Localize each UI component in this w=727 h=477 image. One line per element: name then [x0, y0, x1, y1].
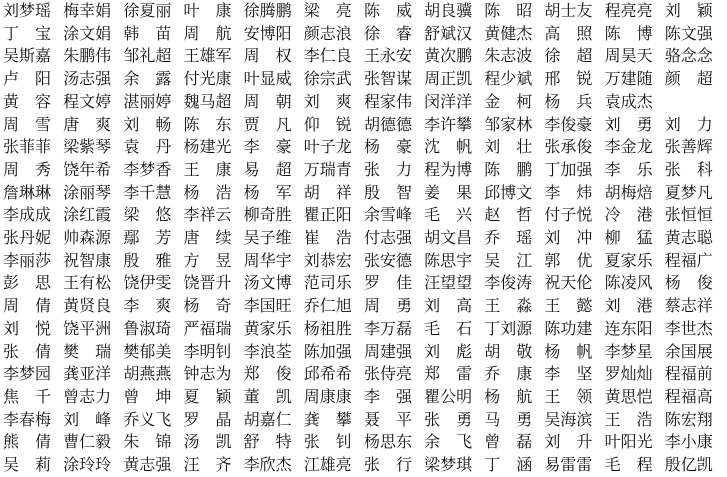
name-cell: 龚 攀: [303, 409, 352, 429]
name-cell: 余 飞: [424, 432, 473, 452]
name-cell: 袁成杰: [604, 91, 653, 111]
name-cell: 李浪荃: [243, 341, 292, 361]
name-cell: 李 爽: [123, 296, 172, 316]
name-cell: 杨 航: [484, 386, 533, 406]
name-cell: 梁 悠: [123, 205, 172, 225]
name-cell: 马 勇: [484, 409, 533, 429]
name-cell: 程文婷: [63, 91, 112, 111]
name-cell: 刘梦瑶: [3, 1, 52, 20]
name-cell: 蔡志祥: [664, 296, 713, 316]
name-cell: 汤 凯: [183, 432, 232, 452]
name-cell: 李 豪: [243, 137, 292, 157]
name-cell: 湛丽婷: [123, 91, 172, 111]
name-cell: 徐 睿: [363, 23, 412, 43]
name-grid: [2, 0, 724, 477]
name-cell: 高 照: [544, 23, 593, 43]
name-cell: 张智谋: [363, 69, 412, 89]
name-cell: 徐 超: [544, 46, 593, 66]
name-cell: 李小康: [664, 432, 713, 452]
name-cell: 叶显威: [243, 69, 292, 89]
name-cell: 饶年希: [63, 159, 112, 179]
name-cell: 余国展: [664, 341, 713, 361]
name-cell: 刘 港: [604, 296, 653, 316]
name-cell: 付志强: [363, 228, 412, 248]
name-cell: 郭 优: [544, 250, 593, 270]
name-cell: 黄志强: [123, 455, 172, 475]
name-cell: 鲁淑琦: [123, 318, 172, 338]
name-cell: 刘恭宏: [303, 250, 352, 270]
name-cell: 曾志力: [63, 386, 112, 406]
name-cell: 涂文娟: [63, 23, 112, 43]
name-cell: 余雪峰: [363, 205, 412, 225]
name-cell: 李梦香: [123, 159, 172, 179]
name-cell: 刘 冲: [544, 228, 593, 248]
name-cell: 范司乐: [303, 273, 352, 293]
name-cell: 杨 豪: [363, 137, 412, 157]
name-cell: 柳奇胜: [243, 205, 292, 225]
name-cell: 李梦园: [3, 364, 52, 384]
name-cell: 吴子维: [243, 228, 292, 248]
name-cell: 易 超: [243, 159, 292, 179]
name-cell: 严福瑞: [183, 318, 232, 338]
name-cell: 涂红霞: [63, 205, 112, 225]
name-cell: 黄次鹏: [424, 46, 473, 66]
name-cell: 陈加强: [303, 341, 352, 361]
name-cell: 张安德: [363, 250, 412, 270]
name-cell: 李仁良: [303, 46, 352, 66]
name-cell: 李成成: [3, 205, 52, 225]
name-cell: 冷 港: [604, 205, 653, 225]
name-cell: 付子悦: [544, 205, 593, 225]
name-cell: 程福前: [664, 364, 713, 384]
name-cell: 程少斌: [484, 69, 533, 89]
name-cell: 王有松: [63, 273, 112, 293]
name-cell: 张 力: [363, 159, 412, 179]
name-cell: 周康康: [303, 386, 352, 406]
name-cell: 刘 壮: [484, 137, 533, 157]
name-cell: 周 雪: [3, 114, 52, 134]
name-cell: 陈宏翔: [664, 409, 713, 429]
name-cell: 李俊豪: [544, 114, 593, 134]
name-cell: 罗灿灿: [604, 364, 653, 384]
name-cell: 吴斯嘉: [3, 46, 52, 66]
name-cell: 张 科: [664, 159, 713, 179]
name-cell: 王 领: [544, 386, 593, 406]
name-cell: 刘 畅: [123, 114, 172, 134]
name-cell: 陈 东: [183, 114, 232, 134]
name-cell: 汪 齐: [183, 455, 232, 475]
name-cell: 王雄军: [183, 46, 232, 66]
name-cell: 刘 爽: [303, 91, 352, 111]
name-cell: 樊 瑞: [63, 341, 112, 361]
name-cell: 胡燕燕: [123, 364, 172, 384]
name-cell: 徐夏丽: [123, 1, 172, 20]
name-cell: 李春梅: [3, 409, 52, 429]
name-cell: 李千慧: [123, 182, 172, 202]
name-cell: 张菲菲: [3, 137, 52, 157]
name-cell: 钟志为: [183, 364, 232, 384]
name-cell: 唐 爽: [63, 114, 112, 134]
name-cell: 周昊天: [604, 46, 653, 66]
name-cell: 邹礼超: [123, 46, 172, 66]
name-cell: 方 昱: [183, 250, 232, 270]
name-cell: 卢 阳: [3, 69, 52, 89]
name-cell: 刘 高: [424, 296, 473, 316]
name-cell: 殷 雅: [123, 250, 172, 270]
name-cell: 安博阳: [243, 23, 292, 43]
name-cell: 袁 丹: [123, 137, 172, 157]
name-cell: 樊郁美: [123, 341, 172, 361]
name-cell: 乔仁旭: [303, 296, 352, 316]
name-cell: 涂丽琴: [63, 182, 112, 202]
name-cell: 李欣杰: [243, 455, 292, 475]
name-cell: 王 淼: [484, 296, 533, 316]
name-cell: 胡 祥: [303, 182, 352, 202]
name-cell: 周 朝: [243, 91, 292, 111]
name-cell: 夏家乐: [604, 250, 653, 270]
name-cell: 万建随: [604, 69, 653, 89]
name-cell: 李 坚: [544, 364, 593, 384]
name-cell: 邱博文: [484, 182, 533, 202]
name-cell: 金 柯: [484, 91, 533, 111]
name-cell: 黄贤良: [63, 296, 112, 316]
name-cell: 夏 颖: [183, 386, 232, 406]
name-cell: 曹仁毅: [63, 432, 112, 452]
name-cell: 程为博: [424, 159, 473, 179]
name-cell: 胡良骥: [424, 1, 473, 20]
name-cell: 程亮亮: [604, 1, 653, 20]
name-cell: 李祥云: [183, 205, 232, 225]
name-cell: 李明钊: [183, 341, 232, 361]
name-cell: 周华宇: [243, 250, 292, 270]
name-cell: 汤志强: [63, 69, 112, 89]
name-cell: 吴 莉: [3, 455, 52, 475]
name-cell: 瞿正阳: [303, 205, 352, 225]
name-cell: 张善辉: [664, 137, 713, 157]
name-cell: 熊 倩: [3, 432, 52, 452]
name-cell: 丁加强: [544, 159, 593, 179]
name-cell: 仰 锐: [303, 114, 352, 134]
name-cell: 崔 浩: [303, 228, 352, 248]
name-cell: 李国旺: [243, 296, 292, 316]
name-cell: 江雄亮: [303, 455, 352, 475]
name-cell: 陈凌风: [604, 273, 653, 293]
name-cell: 魏马超: [183, 91, 232, 111]
name-cell: 梁 亮: [303, 1, 352, 20]
name-cell: 曾 坤: [123, 386, 172, 406]
name-cell: 程家伟: [363, 91, 412, 111]
name-cell: 龚亚洋: [63, 364, 112, 384]
name-cell: 殷亿凯: [664, 455, 713, 475]
name-cell: 胡 敬: [484, 341, 533, 361]
name-cell: 周 航: [183, 23, 232, 43]
name-cell: 汤文博: [243, 273, 292, 293]
name-cell: 邹家林: [484, 114, 533, 134]
name-cell: 黄志聪: [664, 228, 713, 248]
name-cell: 彭 思: [3, 273, 52, 293]
name-cell: 黄家乐: [243, 318, 292, 338]
name-cell: 张承俊: [544, 137, 593, 157]
name-cell: 杨 帆: [544, 341, 593, 361]
name-cell: 丁刘源: [484, 318, 533, 338]
name-cell: 杨 浩: [183, 182, 232, 202]
name-cell: 邢 锐: [544, 69, 593, 89]
name-cell: 曾 磊: [484, 432, 533, 452]
name-cell: 罗 佳: [363, 273, 412, 293]
name-cell: 李 强: [363, 386, 412, 406]
name-cell: 刘 颖: [664, 1, 713, 20]
name-cell: 陈 威: [363, 1, 412, 20]
name-cell: 祝智康: [63, 250, 112, 270]
name-cell: 胡德德: [363, 114, 412, 134]
name-cell: 梁紫琴: [63, 137, 112, 157]
name-cell: 杨 俊: [664, 273, 713, 293]
name-cell: 徐宗武: [303, 69, 352, 89]
name-cell: 祝天伦: [544, 273, 593, 293]
name-cell: 赵 哲: [484, 205, 533, 225]
name-cell: 张侍亮: [363, 364, 412, 384]
name-cell: 乔 康: [484, 364, 533, 384]
name-cell: 乔 瑶: [484, 228, 533, 248]
name-cell: 连东阳: [604, 318, 653, 338]
name-cell: 夏梦凡: [664, 182, 713, 202]
name-cell: 胡士友: [544, 1, 593, 20]
name-cell: 汪望望: [424, 273, 473, 293]
name-cell: 闵洋洋: [424, 91, 473, 111]
name-cell: 毛 程: [604, 455, 653, 475]
name-cell: 颜 超: [664, 69, 713, 89]
name-cell: 胡嘉仁: [243, 409, 292, 429]
name-cell: 杨思东: [363, 432, 412, 452]
name-cell: 杨 奇: [183, 296, 232, 316]
name-cell: 叶子龙: [303, 137, 352, 157]
name-cell: 刘 悦: [3, 318, 52, 338]
name-cell: 易雷雷: [544, 455, 593, 475]
name-cell: 邱希希: [303, 364, 352, 384]
name-cell: 李金龙: [604, 137, 653, 157]
name-cell: 朱鹏伟: [63, 46, 112, 66]
name-cell: 黄健杰: [484, 23, 533, 43]
name-cell: 王 懿: [544, 296, 593, 316]
name-cell: 王 浩: [604, 409, 653, 429]
name-cell: 陈功建: [544, 318, 593, 338]
name-cell: 姜 果: [424, 182, 473, 202]
name-cell: 杨 兵: [544, 91, 593, 111]
name-cell: 吴海滨: [544, 409, 593, 429]
name-cell: 张 钊: [303, 432, 352, 452]
name-cell: 郑 俊: [243, 364, 292, 384]
name-cell: 刘 升: [544, 432, 593, 452]
name-cell: 瞿公明: [424, 386, 473, 406]
name-cell: 陈 博: [604, 23, 653, 43]
name-cell: 丁 涵: [484, 455, 533, 475]
name-cell: 詹琳琳: [3, 182, 52, 202]
name-cell: 朱 锦: [123, 432, 172, 452]
name-cell: 陈思宇: [424, 250, 473, 270]
name-cell: 刘 峰: [63, 409, 112, 429]
name-cell: 杨祖胜: [303, 318, 352, 338]
name-cell: 周 权: [243, 46, 292, 66]
name-cell: 周建强: [363, 341, 412, 361]
name-cell: 骆念念: [664, 46, 713, 66]
name-cell: 陈 昭: [484, 1, 533, 20]
name-cell: 颜志浪: [303, 23, 352, 43]
name-cell: 李丽莎: [3, 250, 52, 270]
name-cell: 周 倩: [3, 296, 52, 316]
name-cell: 陈 鹏: [484, 159, 533, 179]
name-cell: 胡梅焙: [604, 182, 653, 202]
name-cell: 王永安: [363, 46, 412, 66]
name-cell: 胡文昌: [424, 228, 473, 248]
name-cell: 黄思恺: [604, 386, 653, 406]
name-cell: 杨建光: [183, 137, 232, 157]
name-cell: 郑 雷: [424, 364, 473, 384]
name-cell: 陈文强: [664, 23, 713, 43]
name-cell: 涂玲玲: [63, 455, 112, 475]
name-cell: [664, 91, 724, 114]
name-cell: 舒 特: [243, 432, 292, 452]
name-cell: 李许攀: [424, 114, 473, 134]
name-cell: 朱志波: [484, 46, 533, 66]
name-cell: 聂 平: [363, 409, 412, 429]
name-cell: 叶阳光: [604, 432, 653, 452]
name-cell: 周 勇: [363, 296, 412, 316]
name-cell: 唐 续: [183, 228, 232, 248]
name-cell: 鄢 芳: [123, 228, 172, 248]
name-cell: 程福高: [664, 386, 713, 406]
name-cell: 李世杰: [664, 318, 713, 338]
name-cell: 舒斌汉: [424, 23, 473, 43]
name-cell: 梅幸娟: [63, 1, 112, 20]
name-cell: 董 凯: [243, 386, 292, 406]
name-cell: 李 炜: [544, 182, 593, 202]
name-cell: 焦 千: [3, 386, 52, 406]
name-cell: 杨 军: [243, 182, 292, 202]
name-cell: 罗 晶: [183, 409, 232, 429]
name-cell: 帅森源: [63, 228, 112, 248]
name-cell: 周正凯: [424, 69, 473, 89]
name-cell: 余 露: [123, 69, 172, 89]
name-cell: 张丹妮: [3, 228, 52, 248]
name-cell: 柳 猛: [604, 228, 653, 248]
name-cell: 刘 力: [664, 114, 713, 134]
name-cell: 刘 彪: [424, 341, 473, 361]
name-cell: 刘 勇: [604, 114, 653, 134]
name-cell: 万瑞青: [303, 159, 352, 179]
name-cell: 王 康: [183, 159, 232, 179]
name-cell: 张恒恒: [664, 205, 713, 225]
name-cell: 沈 帆: [424, 137, 473, 157]
name-cell: 张 行: [363, 455, 412, 475]
name-cell: 李万磊: [363, 318, 412, 338]
name-cell: 吴 江: [484, 250, 533, 270]
name-cell: 徐腾鹏: [243, 1, 292, 20]
name-cell: 李梦星: [604, 341, 653, 361]
name-cell: 毛 兴: [424, 205, 473, 225]
name-cell: 乔义飞: [123, 409, 172, 429]
name-cell: 张 勇: [424, 409, 473, 429]
name-cell: 黄 容: [3, 91, 52, 111]
name-cell: 张 倩: [3, 341, 52, 361]
name-cell: 程福广: [664, 250, 713, 270]
name-cell: 周 秀: [3, 159, 52, 179]
name-cell: 贾 凡: [243, 114, 292, 134]
name-cell: 饶晋升: [183, 273, 232, 293]
name-cell: 殷 智: [363, 182, 412, 202]
name-cell: 付光康: [183, 69, 232, 89]
name-cell: 饶伊雯: [123, 273, 172, 293]
name-cell: 李 乐: [604, 159, 653, 179]
name-cell: 丁 宝: [3, 23, 52, 43]
name-cell: 梁梦琪: [424, 455, 473, 475]
name-cell: 叶 康: [183, 1, 232, 20]
name-cell: 毛 石: [424, 318, 473, 338]
name-cell: 韩 苗: [123, 23, 172, 43]
name-cell: 饶平洲: [63, 318, 112, 338]
name-cell: 李俊涛: [484, 273, 533, 293]
